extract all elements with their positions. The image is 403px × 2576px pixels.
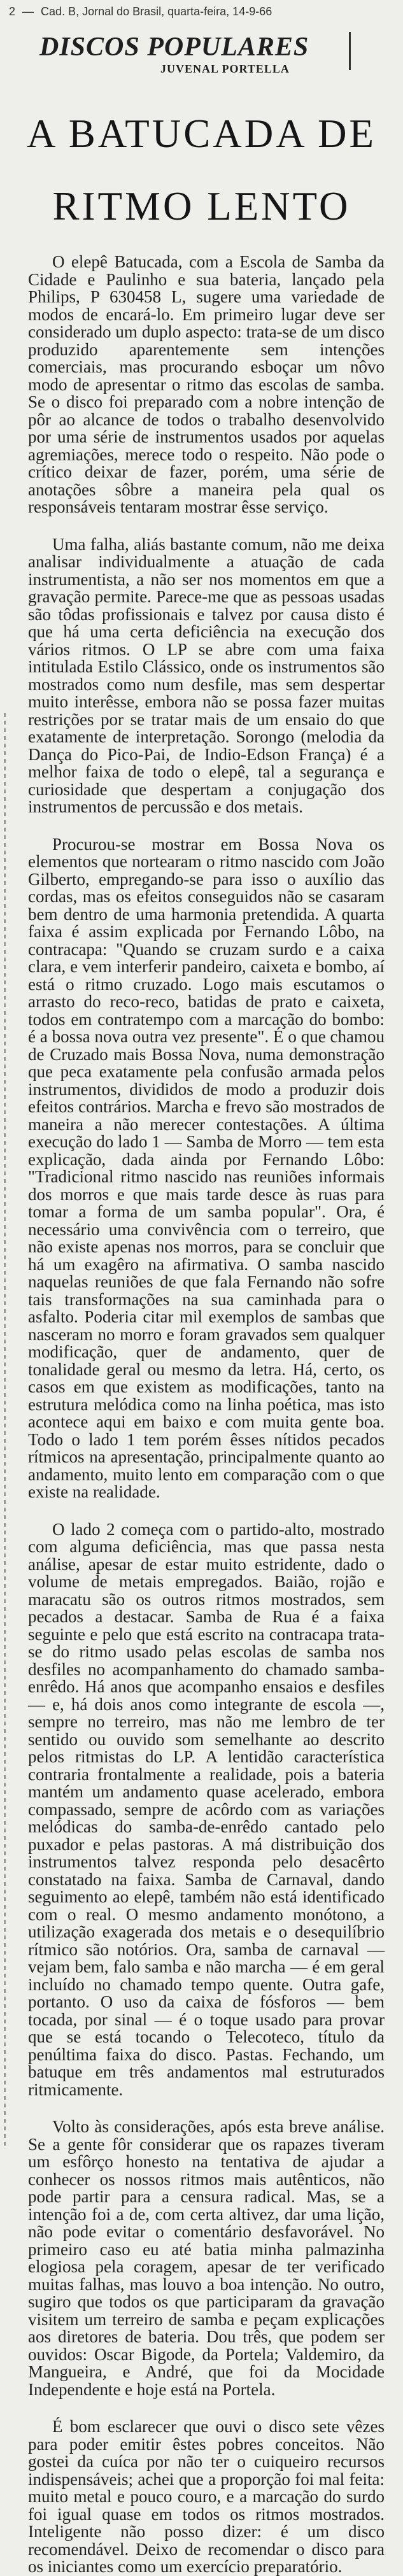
page-header (9, 5, 391, 18)
paragraph: Procurou-se mostrar em Bossa Nova os elementos que nortearam o ritmo nascido com João Gilberto, empregando-se para isso o auxílio das cordas, mas os efeitos conseguidos não se casaram bem dentro de uma harmonia pretendida. A quarta faixa é assim explicada por Fernando Lôbo, na contracapa: "Quando se cruzam surdo e a caixa clara, e vem interferir pandeiro, caixeta e bombo, aí está o ritmo cruzado. Logo mais escutamos o arrasto do reco-reco, batidas de prato e caixeta, todos em contratempo com a marcação do bombo: é a bossa nova outra vez presente". É o que chamou de Cruzado mais Bossa Nova, numa demonstração que peca exatamente pela confusão armada pelos instrumentos, divididos de modo a produzir dois efeitos contrários. Marcha e frevo são mostrados de maneira a não merecer contestações. A última execução do lado 1 — Samba de Morro — tem esta explicação, dada ainda por Fernando Lôbo: "Tradicional ritmo nascido nas reuniões informais dos morros e que mais tarde desce às ruas para tomar a forma de um samba popular". Ora, é necessário uma convivência com o terreiro, que não existe apenas nos morros, para se concluir que há um exagêro na afirmativa. O samba nascido naquelas reuniões de que fala Fernando não sofre tais transformações na sua caminhada para o asfalto. Poderia citar mil exemplos de sambas que nasceram no morro e foram gravados sem qualquer modificação, quer de andamento, quer de tonalidade geral ou mesmo da letra. Há, certo, os casos em que existem as modificações, tanto na estrutura melódica como na linha poética, mas isto acontece aqui em baixo e com muita gente boa. Todo o lado 1 tem porém êsses nítidos pecados rítmicos na apresentação, principalmente quanto ao andamento, muito lento em comparação com o que existe na realidade. (28, 834, 385, 1501)
section-title: DISCOS POPULARES (39, 32, 309, 62)
column-rule (349, 32, 351, 70)
author-byline: JUVENAL PORTELLA (160, 62, 290, 75)
section-heading (39, 33, 345, 76)
page-number: 2 (9, 5, 16, 18)
paragraph: O lado 2 começa com o partido-alto, mostrado com alguma deficiência, mas que passa nesta análise, apesar de estar muito estridente, dado o volume de metais empregados. Baião, rojão e maracatu são os outros ritmos mostrados, sem pecados a destacar. Samba de Rua é a faixa seguinte e pelo que está escrito na contracapa trata-se do ritmo usado pelas escolas de samba nos desfiles no acompanhamento do chamado samba-enrêdo. Há anos que acompanho ensaios e desfiles — e, há dois anos como integrante de escola —, sempre no terreiro, mas não me lembro de ter sentido ou ouvido som semelhante ao descrito pelos ritmistas do LP. A lentidão característica contraria frontalmente a realidade, pois a bateria mantém um andamento quase acelerado, embora compassado, sempre de acôrdo com as variações melódicas do samba-de-enrêdo cantado pelo puxador e pelas pastoras. A má distribuição dos instrumentos talvez responda pelo desacêrto constatado na faixa. Samba de Carnaval, dando seguimento ao elepê, também não está identificado com o real. O mesmo andamento monótono, a utilização exagerada dos metais e o desequilíbrio rítmico são notórios. Ora, samba de carnaval — vejam bem, falo samba e não marcha — é em geral incluído no chamado tempo quente. Outra gafe, portanto. O uso da caixa de fósforos — bem tocada, por sinal — é o toque usado para provar que se está tocando o Telecoteco, título da penúltima faixa do disco. Pastas. Fechando, um batuque em três andamentos mal estruturados ritmicamente. (28, 1519, 385, 2099)
paragraph: Volto às considerações, após esta breve análise. Se a gente fôr considerar que os rapazes tiveram um esfôrço honesto na tentativa de ajudar a conhecer os nossos ritmos mais autênticos, não pode partir para a censura radical. Mas, se a intenção foi a de, com certa altivez, dar uma lição, não pode evitar o comentário desfavorável. No primeiro caso eu até batia minha palmazinha elogiosa pela coragem, apesar de ter verificado muitas falhas, mas louvo a boa intenção. No outro, sugiro que todos os que participaram da gravação visitem um terreiro de samba e peçam explicações aos diretores de bateria. Dou três, que podem ser ouvidos: Oscar Bigode, da Portela; Valdemiro, da Mangueira, e André, que foi da Mocidade Independente e hoje está na Portela. (28, 2117, 385, 2399)
article-body (28, 253, 385, 2576)
publication-line: Cad. B, Jornal do Brasil, quarta-feira, 14-9-66 (41, 5, 272, 18)
margin-dotted-rule (4, 713, 6, 2146)
paragraph: Uma falha, aliás bastante comum, não me deixa analisar individualmente a atuação de cada instrumentista, a não ser nos momentos em que a gravação permite. Parece-me que as pessoas usadas são tôdas profissionais e talvez por causa disto é que há uma certa deficiência na execução dos vários ritmos. O LP se abre com uma faixa intitulada Estilo Clássico, onde os instrumentos são mostrados como num desfile, mas sem despertar muito interêsse, embora não se possa fazer muitas restrições por se tratar mais de um ensaio do que exatamente de interpretação. Sorongo (melodia da Dança do Pico-Pai, de Indio-Edson França) é a melhor faixa de todo o elepê, tal a segurança e curiosidade que despertam a conjugação dos instrumentos de percussão e dos metais. (28, 534, 385, 816)
header-dash: — (22, 5, 34, 18)
article-title-line-2: RITMO LENTO (52, 184, 351, 229)
paragraph: O elepê Batucada, com a Escola de Samba da Cidade e Paulinho e sua bateria, lançado pela Philips, P 630458 L, sugere uma variedade de modos de encará-lo. Em primeiro lugar deve ser considerado um duplo aspecto: trata-se de um disco produzido aparentemente sem intenções comerciais, mas procurando esboçar um nôvo modo de apresentar o ritmo das escolas de samba. Se o disco foi preparado com a nobre intenção de pôr ao alcance de todos o trabalho desenvolvido por uma série de instrumentos usados por aquelas agremiações, merece todo o respeito. Não pode o crítico deixar de fazer, porém, uma série de anotações sôbre a maneira pela qual os responsáveis tentaram mostrar êsse serviço. (28, 252, 385, 516)
paragraph: É bom esclarecer que ouvi o disco sete vêzes para poder emitir êstes pobres conceitos. Não gostei da cuíca por não ter o cuiqueiro recursos indispensáveis; achei que a proporção foi mal feita: muito metal e pouco couro, e a marcação do surdo foi igual quase em todos os ritmos mostrados. Inteligente não posso dizer: é um disco recomendável. Deixo de recomendar o disco para os iniciantes como um exercício preparatório. (28, 2417, 385, 2576)
article-title-line-1: A BATUCADA DE (26, 111, 377, 156)
